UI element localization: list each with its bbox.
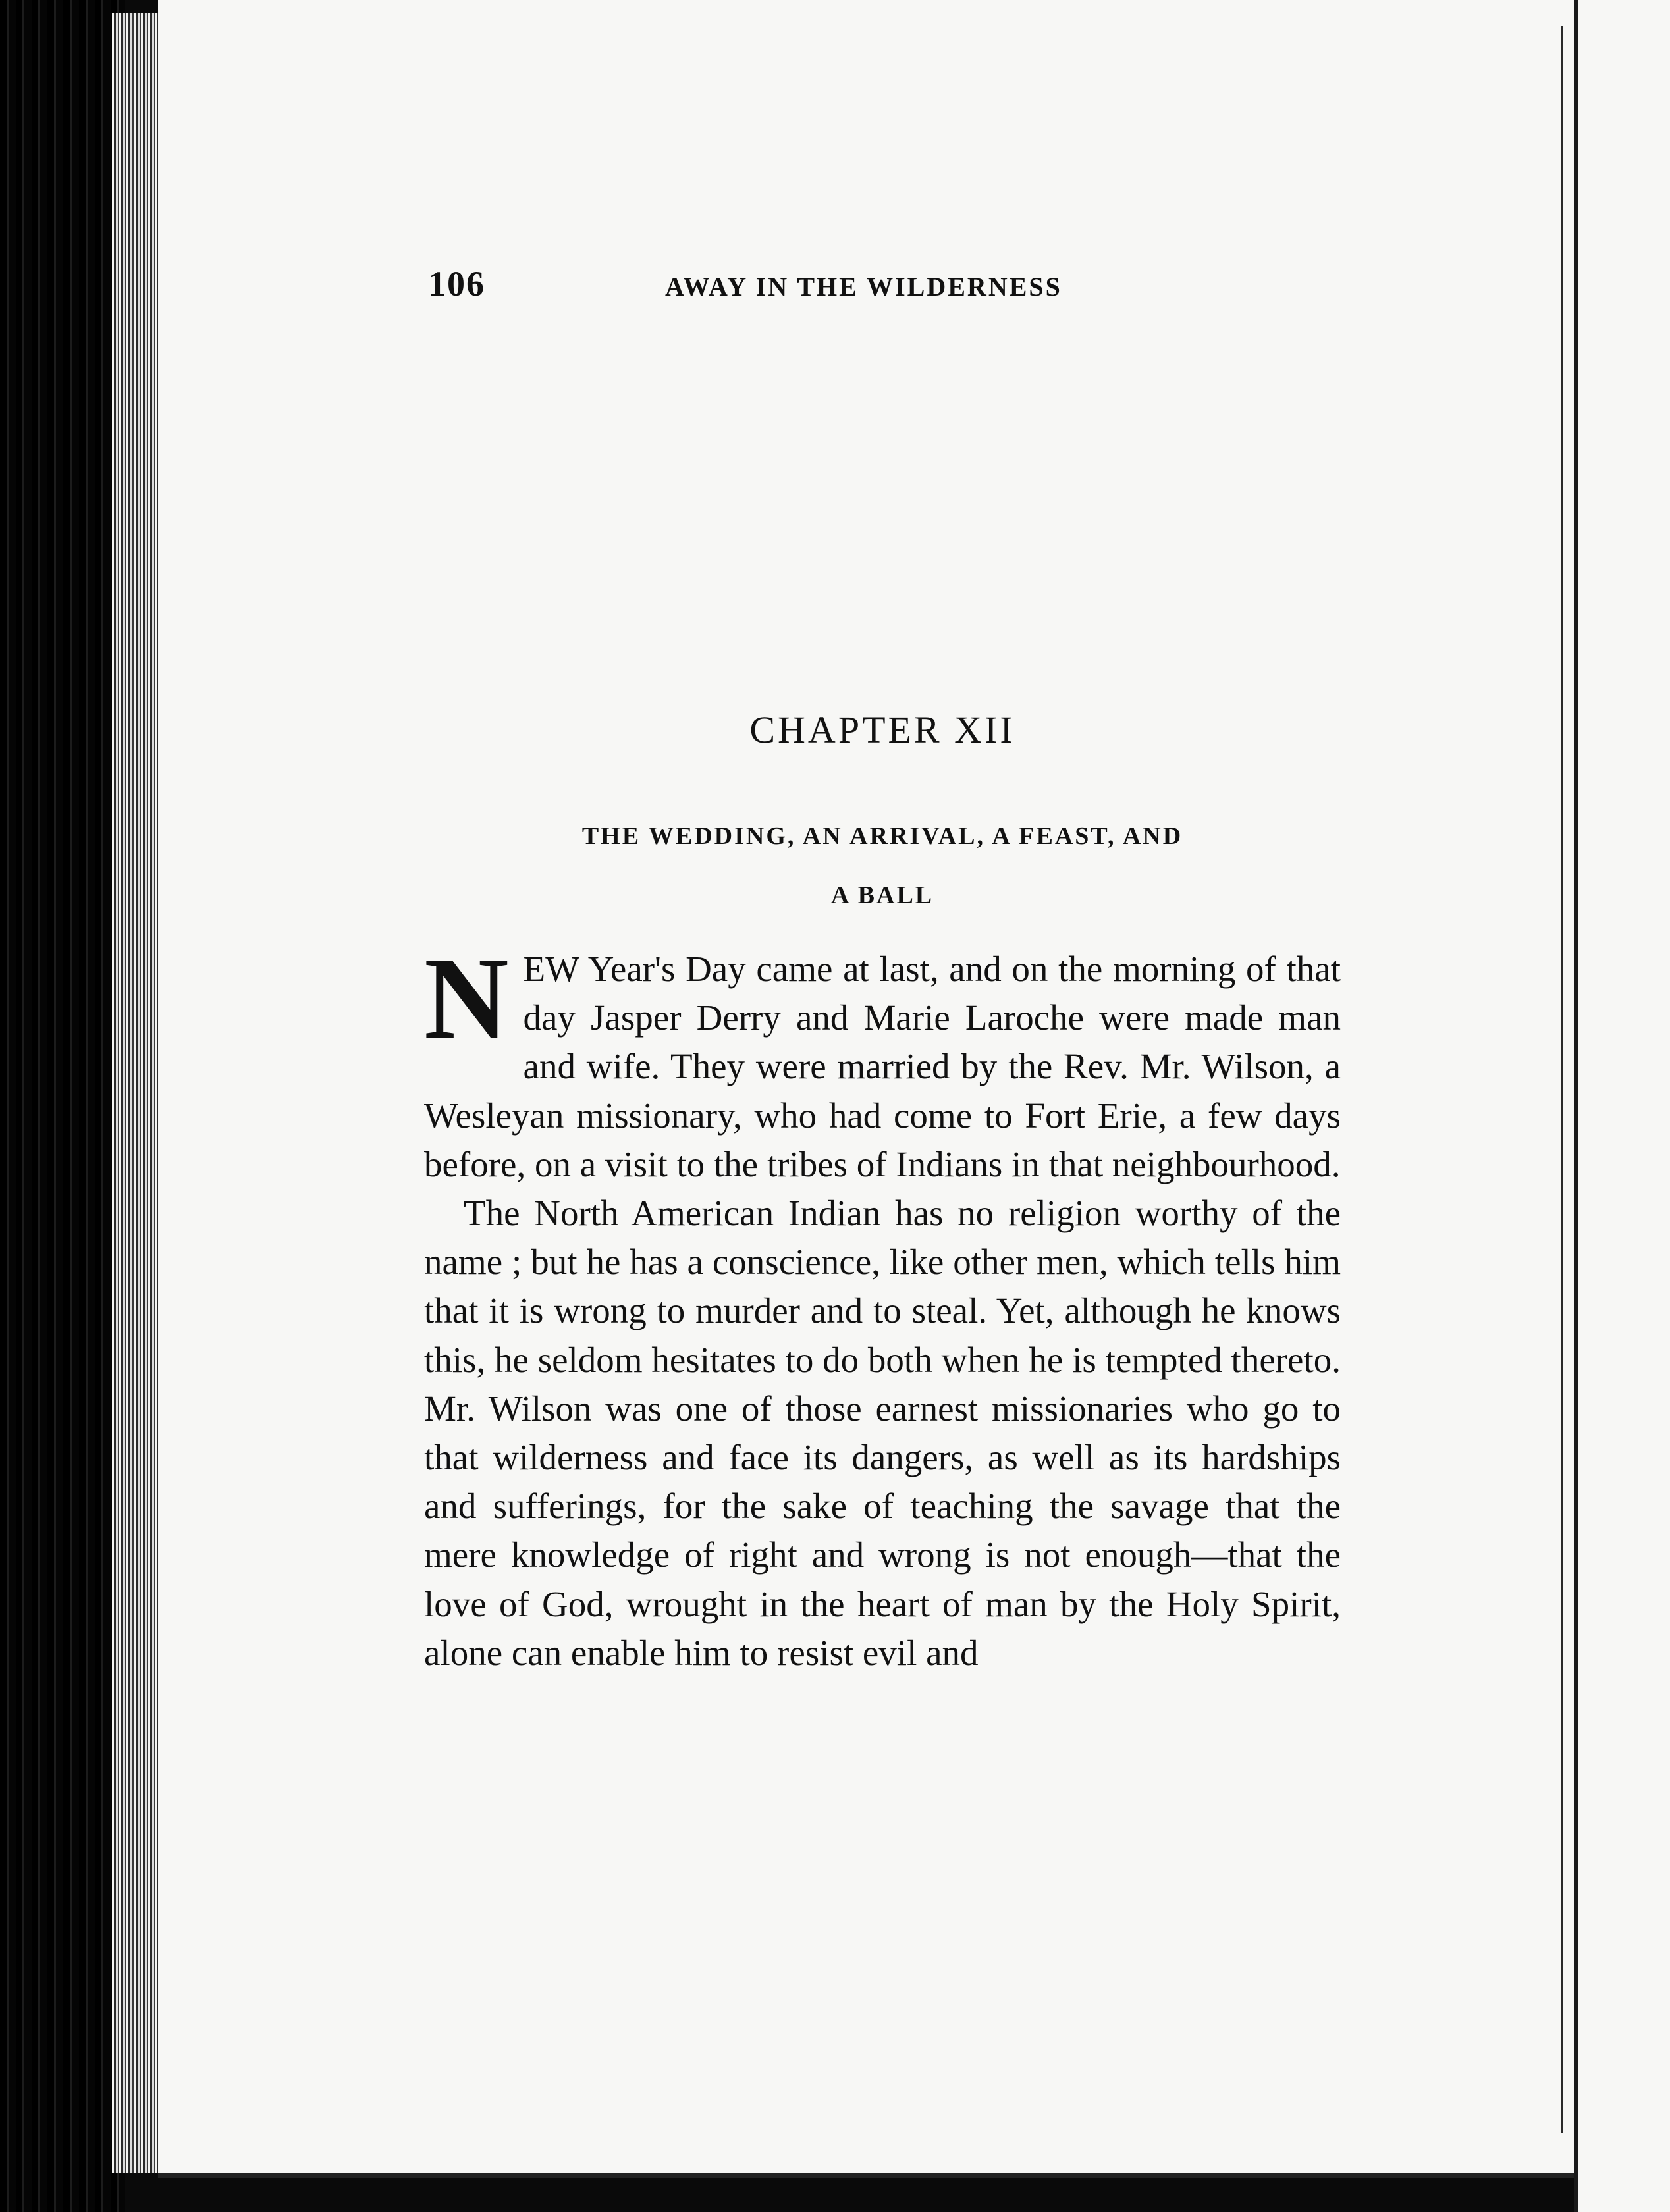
book-spine: [0, 0, 125, 2212]
page-edges: [112, 13, 158, 2172]
facing-page-edge: [1574, 0, 1670, 2212]
drop-cap: N: [424, 933, 509, 1063]
chapter-subtitle-line-2: A BALL: [830, 882, 934, 909]
running-title: AWAY IN THE WILDERNESS: [665, 272, 1062, 302]
chapter-subtitle: [487, 806, 1278, 925]
page-fold-line: [1561, 26, 1563, 2133]
page-number: 106: [428, 264, 485, 303]
paragraph-1: [424, 933, 1341, 1189]
body-text: [424, 933, 1341, 1677]
running-header: [428, 263, 1119, 316]
paragraph-2: The North American Indian has no religion worthy of the name ; but he has a conscience, like other men, which tells him that it is wrong to murder and to steal. Yet, although he knows this, he seldom hesitates to do both when he is tempted thereto. Mr. Wilson was one of those earnest missionaries who go to that wilderness and face its dangers, as well as its hardships and sufferings, for the sake of teaching the savage that the mere knowledge of right and wrong is not enough—that the love of God, wrought in the heart of man by the Holy Spirit, alone can enable him to resist evil and: [424, 1193, 1341, 1673]
chapter-subtitle-line-1: THE WEDDING, AN ARRIVAL, A FEAST, AND: [581, 822, 1183, 850]
paragraph-1-text: EW Year's Day came at last, and on the morning of that day Jasper Derry and Marie Laroche were made man and wife. They were married by the Rev. Mr. Wilson, a Wesleyan missionary, who had come to Fort Erie, a few days before, on a visit to the tribes of Indians in that neighbourhood.: [424, 949, 1341, 1184]
chapter-title: CHAPTER XII: [749, 708, 1015, 751]
